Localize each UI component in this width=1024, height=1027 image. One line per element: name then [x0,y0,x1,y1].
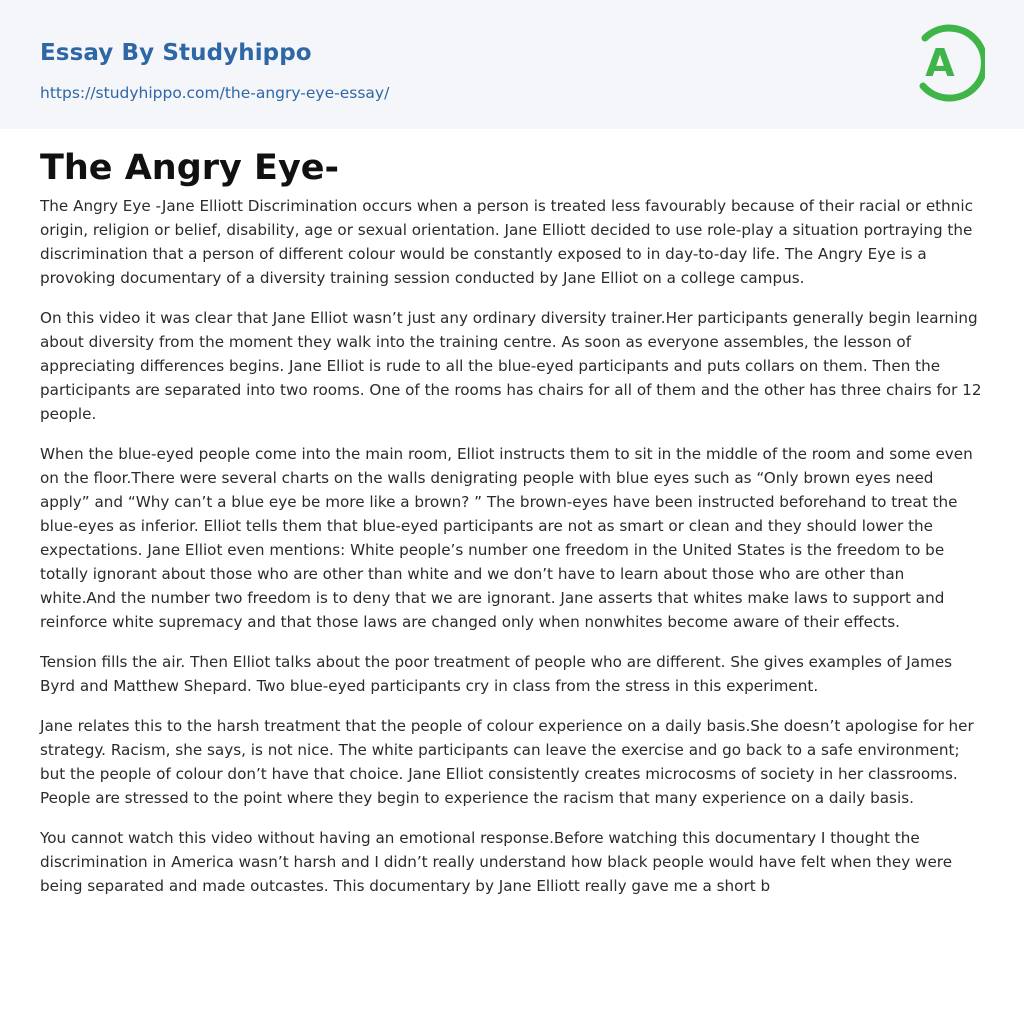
article-paragraph: Tension fills the air. Then Elliot talks about the poor treatment of people who are different. She gives examples of James Byrd and Matthew Shepard. Two blue-eyed participants cry in class from the stress in this experiment. [40,653,953,695]
essay-url-link[interactable]: https://studyhippo.com/the-angry-eye-essay/ [40,84,390,102]
article-paragraph: Jane relates this to the harsh treatment that the people of colour experience on a daily basis.She doesn’t apologise for her strategy. Racism, she says, is not nice. The white participants can leave the exercise and go back to a safe environment; but the people of colour don’t have that choice. Jane Elliot consistently creates microcosms of society in her classrooms. People are stressed to the point where they begin to experience the racism that many experience on a daily basis. [40,717,974,807]
logo-letter: A [925,41,955,85]
article-paragraph: You cannot watch this video without having an emotional response.Before watching this documentary I thought the discrimination in America wasn’t harsh and I didn’t really understand how black people would have felt when they were being separated and made outcastes. This documentary by Jane Elliott really gave me a short b [40,829,953,895]
article-title: The Angry Eye- [40,148,340,188]
article-paragraph: On this video it was clear that Jane Elliot wasn’t just any ordinary diversity trainer.Her participants generally begin learning about diversity from the moment they walk into the training centre. As soon as everyone assembles, the lesson of appreciating differences begins. Jane Elliot is rude to all the blue-eyed participants and puts collars on them. Then the participants are separated into two rooms. One of the rooms has chairs for all of them and the other has three chairs for 12 people. [40,309,982,423]
article-body [40,194,984,914]
brand-title[interactable]: Essay By Studyhippo [40,40,312,66]
article-paragraph: When the blue-eyed people come into the main room, Elliot instructs them to sit in the middle of the room and some even on the floor.There were several charts on the walls denigrating people with blue eyes such as “Only brown eyes need apply” and “Why can’t a blue eye be more like a brown? ” The brown-eyes have been instructed beforehand to treat the blue-eyes as inferior. Elliot tells them that blue-eyed participants are not as smart or clean and they should lower the expectations. Jane Elliot even mentions: White people’s number one freedom in the United States is the freedom to be totally ignorant about those who are other than white and we don’t have to learn about those who are other than white.And the number two freedom is to deny that we are ignorant. Jane asserts that whites make laws to support and reinforce white supremacy and that those laws are changed only when nonwhites become aware of their effects. [40,445,973,631]
article-paragraph: The Angry Eye -Jane Elliott Discrimination occurs when a person is treated less favourably because of their racial or ethnic origin, religion or belief, disability, age or sexual orientation. Jane Elliott decided to use role-play a situation portraying the discrimination that a person of different colour would be constantly exposed to in day-to-day life. The Angry Eye is a provoking documentary of a diversity training session conducted by Jane Elliot on a college campus. [40,197,973,287]
studyhippo-logo-icon[interactable] [913,20,985,104]
